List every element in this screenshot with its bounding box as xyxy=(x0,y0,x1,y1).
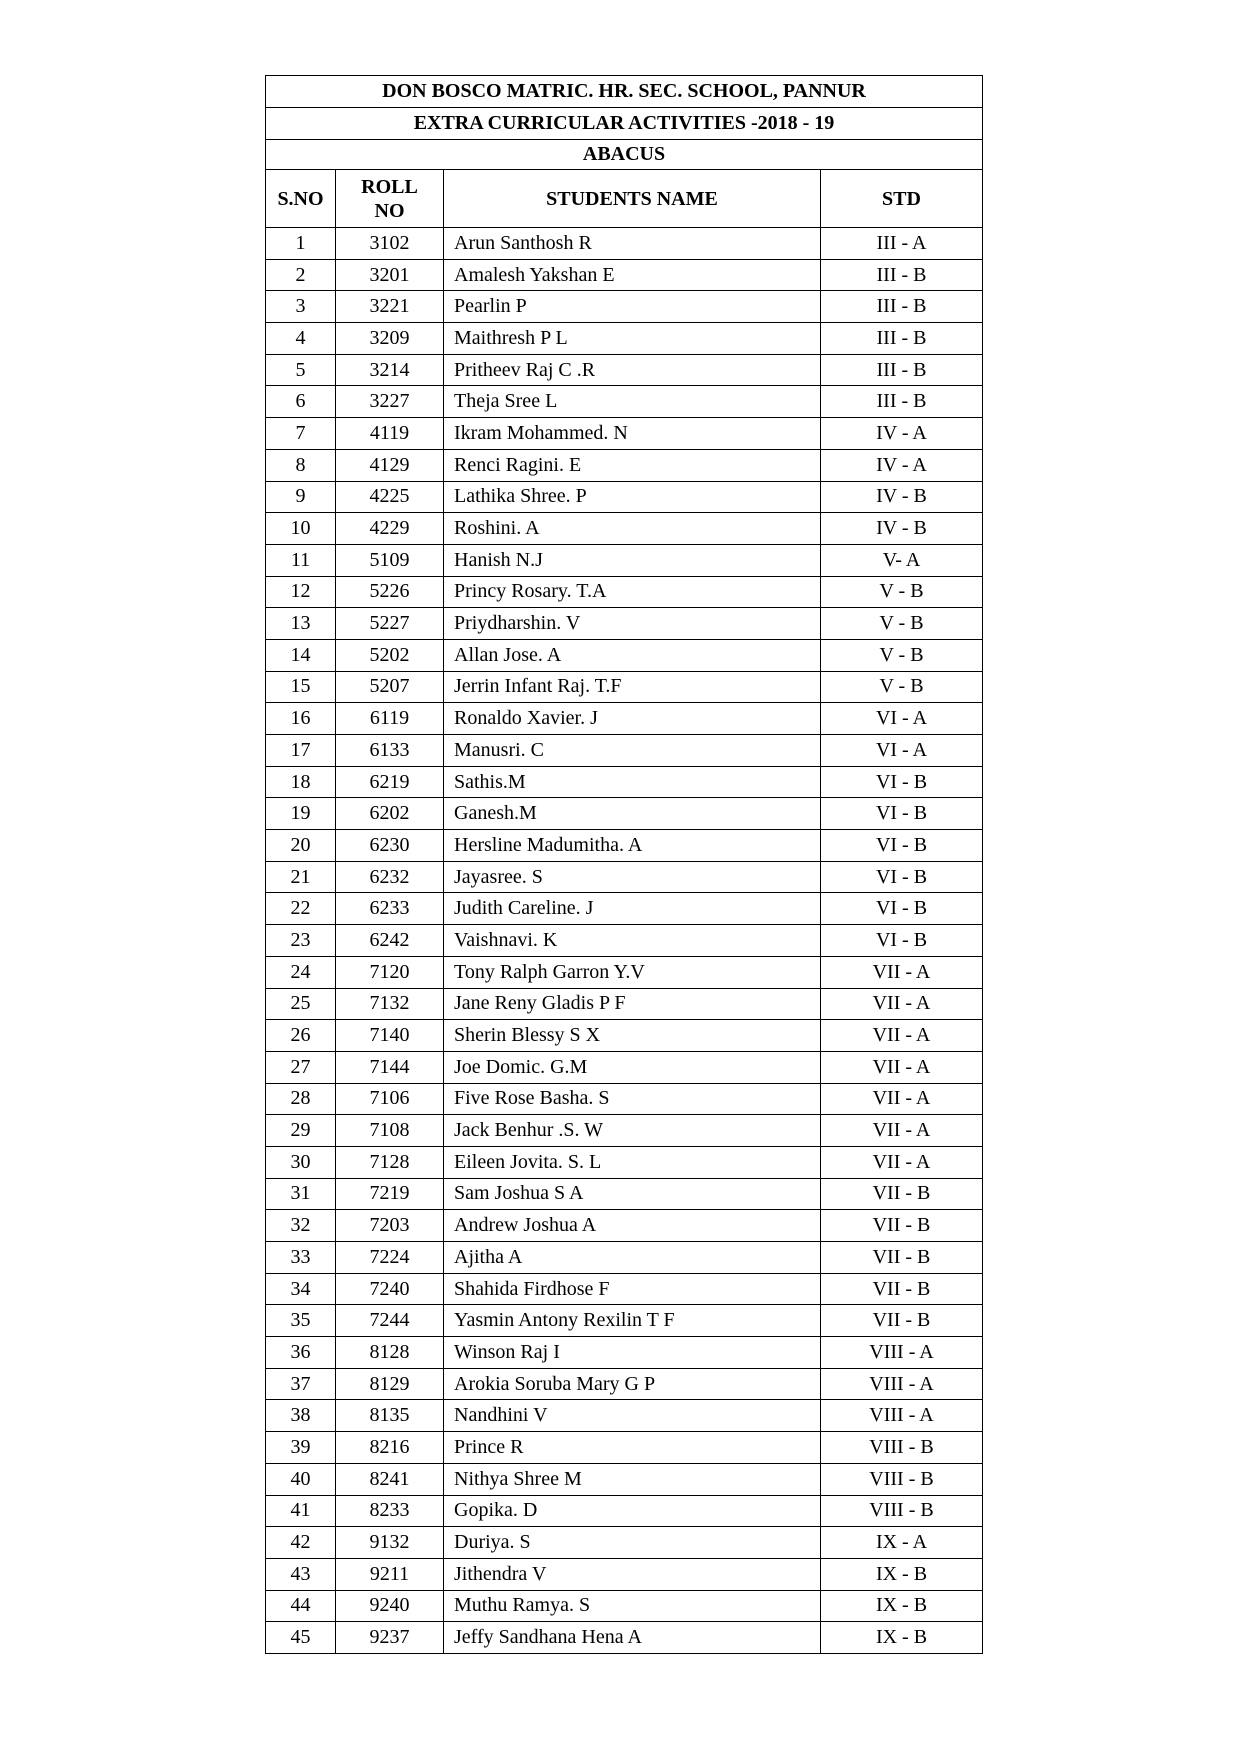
table-row xyxy=(266,830,983,862)
cell-std: V - B xyxy=(821,576,983,608)
cell-name: Allan Jose. A xyxy=(444,639,821,671)
cell-sno: 4 xyxy=(266,323,336,355)
cell-roll: 6233 xyxy=(336,893,444,925)
school-name: DON BOSCO MATRIC. HR. SEC. SCHOOL, PANNUR xyxy=(266,76,983,108)
cell-name: Muthu Ramya. S xyxy=(444,1590,821,1622)
cell-std: VII - B xyxy=(821,1178,983,1210)
column-header-roll-line1: ROLL xyxy=(361,175,418,198)
table-row xyxy=(266,1115,983,1147)
cell-std: V - B xyxy=(821,639,983,671)
cell-roll: 7224 xyxy=(336,1242,444,1274)
cell-name: Renci Ragini. E xyxy=(444,449,821,481)
cell-sno: 17 xyxy=(266,735,336,767)
cell-sno: 31 xyxy=(266,1178,336,1210)
cell-std: VIII - A xyxy=(821,1368,983,1400)
cell-std: VIII - B xyxy=(821,1495,983,1527)
student-list-sheet xyxy=(265,75,982,1654)
cell-name: Sherin Blessy S X xyxy=(444,1020,821,1052)
table-row xyxy=(266,481,983,513)
cell-std: VII - A xyxy=(821,1020,983,1052)
cell-std: VI - B xyxy=(821,830,983,862)
table-row xyxy=(266,418,983,450)
cell-sno: 3 xyxy=(266,291,336,323)
cell-sno: 10 xyxy=(266,513,336,545)
cell-sno: 8 xyxy=(266,449,336,481)
cell-sno: 12 xyxy=(266,576,336,608)
cell-sno: 28 xyxy=(266,1083,336,1115)
cell-std: VI - B xyxy=(821,893,983,925)
cell-std: III - B xyxy=(821,323,983,355)
table-row xyxy=(266,576,983,608)
cell-roll: 6230 xyxy=(336,830,444,862)
cell-sno: 25 xyxy=(266,988,336,1020)
table-row xyxy=(266,1368,983,1400)
table-row xyxy=(266,1305,983,1337)
cell-std: VII - A xyxy=(821,988,983,1020)
cell-sno: 33 xyxy=(266,1242,336,1274)
cell-std: VIII - A xyxy=(821,1337,983,1369)
cell-sno: 20 xyxy=(266,830,336,862)
cell-std: IV - A xyxy=(821,449,983,481)
cell-roll: 3201 xyxy=(336,259,444,291)
cell-std: III - B xyxy=(821,259,983,291)
table-row xyxy=(266,735,983,767)
column-header-roll xyxy=(336,170,444,228)
cell-sno: 2 xyxy=(266,259,336,291)
cell-roll: 4229 xyxy=(336,513,444,545)
cell-sno: 42 xyxy=(266,1527,336,1559)
cell-name: Pearlin P xyxy=(444,291,821,323)
cell-std: III - A xyxy=(821,228,983,260)
cell-name: Andrew Joshua A xyxy=(444,1210,821,1242)
cell-name: Manusri. C xyxy=(444,735,821,767)
cell-name: Hanish N.J xyxy=(444,544,821,576)
cell-sno: 13 xyxy=(266,608,336,640)
cell-roll: 7108 xyxy=(336,1115,444,1147)
cell-roll: 3102 xyxy=(336,228,444,260)
cell-sno: 29 xyxy=(266,1115,336,1147)
cell-std: IX - B xyxy=(821,1622,983,1654)
cell-sno: 16 xyxy=(266,703,336,735)
cell-name: Princy Rosary. T.A xyxy=(444,576,821,608)
cell-roll: 8129 xyxy=(336,1368,444,1400)
cell-sno: 45 xyxy=(266,1622,336,1654)
table-row xyxy=(266,671,983,703)
table-row xyxy=(266,354,983,386)
cell-std: VIII - B xyxy=(821,1463,983,1495)
cell-roll: 7140 xyxy=(336,1020,444,1052)
table-row xyxy=(266,1432,983,1464)
activity-title-row xyxy=(266,140,983,170)
cell-roll: 6119 xyxy=(336,703,444,735)
cell-sno: 26 xyxy=(266,1020,336,1052)
cell-name: Arokia Soruba Mary G P xyxy=(444,1368,821,1400)
cell-name: Sathis.M xyxy=(444,766,821,798)
table-row xyxy=(266,639,983,671)
cell-name: Jayasree. S xyxy=(444,861,821,893)
cell-roll: 6242 xyxy=(336,925,444,957)
table-row xyxy=(266,1051,983,1083)
cell-sno: 19 xyxy=(266,798,336,830)
cell-std: III - B xyxy=(821,354,983,386)
cell-roll: 8135 xyxy=(336,1400,444,1432)
cell-name: Nandhini V xyxy=(444,1400,821,1432)
table-row xyxy=(266,1178,983,1210)
cell-name: Hersline Madumitha. A xyxy=(444,830,821,862)
cell-std: VI - B xyxy=(821,861,983,893)
table-row xyxy=(266,703,983,735)
table-row xyxy=(266,988,983,1020)
table-row xyxy=(266,1210,983,1242)
cell-name: Winson Raj I xyxy=(444,1337,821,1369)
cell-std: VII - B xyxy=(821,1242,983,1274)
cell-roll: 5227 xyxy=(336,608,444,640)
cell-sno: 7 xyxy=(266,418,336,450)
cell-name: Nithya Shree M xyxy=(444,1463,821,1495)
cell-name: Ronaldo Xavier. J xyxy=(444,703,821,735)
cell-name: Five Rose Basha. S xyxy=(444,1083,821,1115)
cell-std: VIII - A xyxy=(821,1400,983,1432)
table-row xyxy=(266,1242,983,1274)
cell-roll: 7240 xyxy=(336,1273,444,1305)
cell-std: V- A xyxy=(821,544,983,576)
cell-roll: 4225 xyxy=(336,481,444,513)
cell-roll: 5109 xyxy=(336,544,444,576)
cell-roll: 4119 xyxy=(336,418,444,450)
cell-name: Sam Joshua S A xyxy=(444,1178,821,1210)
cell-roll: 8128 xyxy=(336,1337,444,1369)
cell-std: VI - B xyxy=(821,798,983,830)
cell-std: IV - B xyxy=(821,481,983,513)
table-row xyxy=(266,386,983,418)
school-title-row xyxy=(266,76,983,108)
table-row xyxy=(266,259,983,291)
cell-name: Jack Benhur .S. W xyxy=(444,1115,821,1147)
cell-roll: 5207 xyxy=(336,671,444,703)
cell-name: Prince R xyxy=(444,1432,821,1464)
cell-roll: 6232 xyxy=(336,861,444,893)
cell-name: Theja Sree L xyxy=(444,386,821,418)
table-row xyxy=(266,513,983,545)
table-row xyxy=(266,291,983,323)
table-row xyxy=(266,1337,983,1369)
cell-roll: 9237 xyxy=(336,1622,444,1654)
cell-sno: 38 xyxy=(266,1400,336,1432)
column-header-name: STUDENTS NAME xyxy=(444,170,821,228)
table-row xyxy=(266,925,983,957)
table-row xyxy=(266,956,983,988)
cell-sno: 35 xyxy=(266,1305,336,1337)
column-header-row xyxy=(266,170,983,228)
cell-roll: 3227 xyxy=(336,386,444,418)
table-row xyxy=(266,1558,983,1590)
cell-roll: 7132 xyxy=(336,988,444,1020)
cell-name: Yasmin Antony Rexilin T F xyxy=(444,1305,821,1337)
cell-sno: 27 xyxy=(266,1051,336,1083)
cell-sno: 44 xyxy=(266,1590,336,1622)
table-row xyxy=(266,893,983,925)
cell-name: Ikram Mohammed. N xyxy=(444,418,821,450)
students-table xyxy=(265,75,983,1654)
cell-roll: 6202 xyxy=(336,798,444,830)
cell-sno: 23 xyxy=(266,925,336,957)
cell-std: VI - B xyxy=(821,766,983,798)
cell-roll: 3209 xyxy=(336,323,444,355)
cell-name: Gopika. D xyxy=(444,1495,821,1527)
cell-name: Duriya. S xyxy=(444,1527,821,1559)
cell-name: Jeffy Sandhana Hena A xyxy=(444,1622,821,1654)
cell-roll: 7144 xyxy=(336,1051,444,1083)
cell-sno: 18 xyxy=(266,766,336,798)
cell-sno: 39 xyxy=(266,1432,336,1464)
table-row xyxy=(266,544,983,576)
cell-std: VI - A xyxy=(821,735,983,767)
cell-std: IX - B xyxy=(821,1558,983,1590)
cell-sno: 41 xyxy=(266,1495,336,1527)
cell-name: Arun Santhosh R xyxy=(444,228,821,260)
cell-sno: 32 xyxy=(266,1210,336,1242)
table-row xyxy=(266,1400,983,1432)
table-row xyxy=(266,1527,983,1559)
cell-roll: 3214 xyxy=(336,354,444,386)
cell-sno: 5 xyxy=(266,354,336,386)
cell-roll: 8233 xyxy=(336,1495,444,1527)
cell-std: VII - A xyxy=(821,1146,983,1178)
cell-std: VII - B xyxy=(821,1305,983,1337)
cell-std: VII - B xyxy=(821,1210,983,1242)
cell-sno: 1 xyxy=(266,228,336,260)
cell-name: Lathika Shree. P xyxy=(444,481,821,513)
cell-std: IV - B xyxy=(821,513,983,545)
cell-roll: 6219 xyxy=(336,766,444,798)
column-header-roll-line2: NO xyxy=(374,199,405,222)
cell-sno: 15 xyxy=(266,671,336,703)
table-row xyxy=(266,228,983,260)
cell-roll: 9132 xyxy=(336,1527,444,1559)
cell-name: Jithendra V xyxy=(444,1558,821,1590)
cell-roll: 7244 xyxy=(336,1305,444,1337)
cell-roll: 5202 xyxy=(336,639,444,671)
table-row xyxy=(266,1590,983,1622)
cell-name: Shahida Firdhose F xyxy=(444,1273,821,1305)
cell-sno: 36 xyxy=(266,1337,336,1369)
table-row xyxy=(266,798,983,830)
cell-name: Roshini. A xyxy=(444,513,821,545)
cell-name: Jerrin Infant Raj. T.F xyxy=(444,671,821,703)
table-row xyxy=(266,608,983,640)
cell-name: Tony Ralph Garron Y.V xyxy=(444,956,821,988)
cell-name: Maithresh P L xyxy=(444,323,821,355)
cell-std: III - B xyxy=(821,386,983,418)
table-row xyxy=(266,1622,983,1654)
cell-sno: 14 xyxy=(266,639,336,671)
cell-roll: 8241 xyxy=(336,1463,444,1495)
cell-roll: 7203 xyxy=(336,1210,444,1242)
cell-roll: 9211 xyxy=(336,1558,444,1590)
cell-std: VII - A xyxy=(821,1115,983,1147)
cell-roll: 7106 xyxy=(336,1083,444,1115)
cell-sno: 11 xyxy=(266,544,336,576)
cell-name: Amalesh Yakshan E xyxy=(444,259,821,291)
table-row xyxy=(266,449,983,481)
column-header-std: STD xyxy=(821,170,983,228)
cell-std: VII - A xyxy=(821,956,983,988)
cell-roll: 7128 xyxy=(336,1146,444,1178)
cell-name: Ganesh.M xyxy=(444,798,821,830)
cell-std: IX - A xyxy=(821,1527,983,1559)
table-row xyxy=(266,1020,983,1052)
table-row xyxy=(266,1495,983,1527)
cell-sno: 9 xyxy=(266,481,336,513)
cell-sno: 6 xyxy=(266,386,336,418)
cell-name: Judith Careline. J xyxy=(444,893,821,925)
cell-roll: 8216 xyxy=(336,1432,444,1464)
table-row xyxy=(266,323,983,355)
table-row xyxy=(266,766,983,798)
cell-std: VI - A xyxy=(821,703,983,735)
cell-std: VIII - B xyxy=(821,1432,983,1464)
cell-std: IV - A xyxy=(821,418,983,450)
table-row xyxy=(266,1273,983,1305)
cell-name: Joe Domic. G.M xyxy=(444,1051,821,1083)
cell-name: Vaishnavi. K xyxy=(444,925,821,957)
table-row xyxy=(266,861,983,893)
cell-roll: 7219 xyxy=(336,1178,444,1210)
cell-sno: 43 xyxy=(266,1558,336,1590)
cell-sno: 24 xyxy=(266,956,336,988)
activity-name: ABACUS xyxy=(266,140,983,170)
activities-title-row xyxy=(266,108,983,140)
cell-name: Pritheev Raj C .R xyxy=(444,354,821,386)
cell-std: V - B xyxy=(821,608,983,640)
table-row xyxy=(266,1083,983,1115)
cell-std: IX - B xyxy=(821,1590,983,1622)
cell-sno: 22 xyxy=(266,893,336,925)
cell-sno: 30 xyxy=(266,1146,336,1178)
cell-std: VII - A xyxy=(821,1083,983,1115)
cell-roll: 7120 xyxy=(336,956,444,988)
cell-name: Priydharshin. V xyxy=(444,608,821,640)
cell-roll: 5226 xyxy=(336,576,444,608)
cell-sno: 40 xyxy=(266,1463,336,1495)
cell-sno: 21 xyxy=(266,861,336,893)
table-row xyxy=(266,1463,983,1495)
cell-roll: 3221 xyxy=(336,291,444,323)
cell-std: VII - A xyxy=(821,1051,983,1083)
column-header-sno: S.NO xyxy=(266,170,336,228)
cell-std: VI - B xyxy=(821,925,983,957)
table-row xyxy=(266,1146,983,1178)
cell-roll: 6133 xyxy=(336,735,444,767)
cell-sno: 37 xyxy=(266,1368,336,1400)
cell-std: V - B xyxy=(821,671,983,703)
cell-name: Eileen Jovita. S. L xyxy=(444,1146,821,1178)
cell-roll: 4129 xyxy=(336,449,444,481)
cell-sno: 34 xyxy=(266,1273,336,1305)
cell-name: Ajitha A xyxy=(444,1242,821,1274)
cell-name: Jane Reny Gladis P F xyxy=(444,988,821,1020)
cell-std: VII - B xyxy=(821,1273,983,1305)
cell-std: III - B xyxy=(821,291,983,323)
activities-title: EXTRA CURRICULAR ACTIVITIES -2018 - 19 xyxy=(266,108,983,140)
cell-roll: 9240 xyxy=(336,1590,444,1622)
